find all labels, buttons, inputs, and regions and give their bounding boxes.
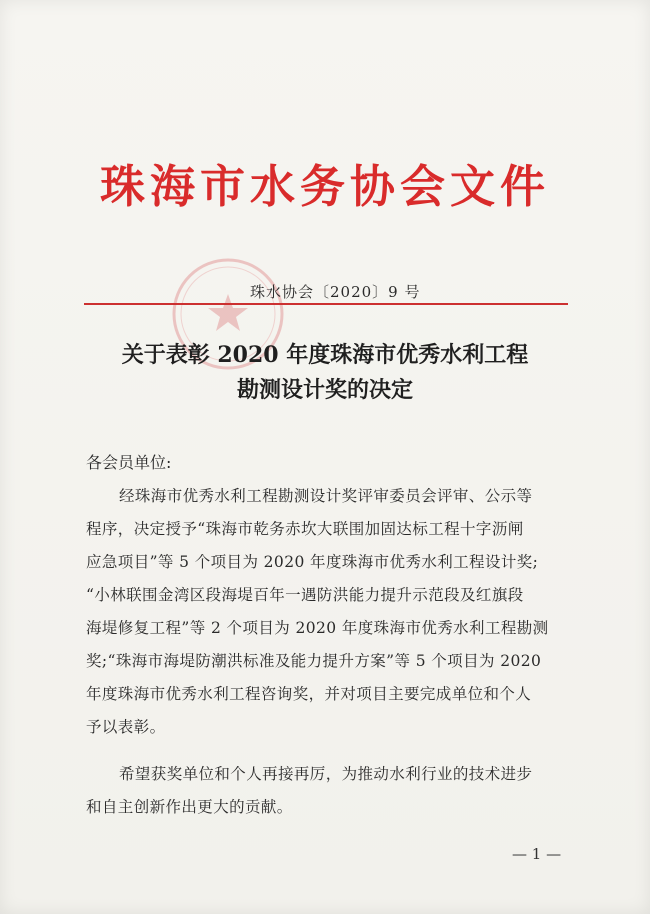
document-title-line-2: 勘测设计奖的决定 (236, 377, 413, 403)
org-header-title: 珠海市水务协会文件 (99, 160, 550, 213)
salutation: 各会员单位: (86, 453, 172, 472)
body-paragraph-1-line: 经珠海市优秀水利工程勘测设计奖评审委员会评审、公示等 (119, 487, 533, 505)
body-paragraph-1-line: “小林联围金湾区段海堤百年一遇防洪能力提升示范段及红旗段 (86, 586, 524, 604)
body-paragraph-2-line: 希望获奖单位和个人再接再厉，为推动水利行业的技术进步 (119, 765, 533, 783)
body-paragraph-1-line: 年度珠海市优秀水利工程咨询奖，并对项目主要完成单位和个人 (86, 685, 532, 703)
document-title-line-1: 关于表彰 2020 年度珠海市优秀水利工程 (121, 342, 529, 368)
body-paragraph-1-line: 海堤修复工程”等 2 个项目为 2020 年度珠海市优秀水利工程勘测 (86, 619, 549, 637)
body-paragraph-1-line: 奖;“珠海市海堤防潮洪标准及能力提升方案”等 5 个项目为 2020 (86, 652, 542, 670)
body-paragraph-1-line: 予以表彰。 (86, 718, 166, 736)
body-paragraph-1-line: 应急项目”等 5 个项目为 2020 年度珠海市优秀水利工程设计奖; (86, 553, 539, 571)
body-paragraph-1-line: 程序，决定授予“珠海市乾务赤坎大联围加固达标工程十字沥闸 (86, 520, 524, 538)
body-paragraph-2-line: 和自主创新作出更大的贡献。 (86, 798, 293, 816)
red-divider (84, 303, 568, 305)
page-number: — 1 — (512, 845, 562, 863)
document-number: 珠水协会〔2020〕9 号 (250, 283, 421, 301)
